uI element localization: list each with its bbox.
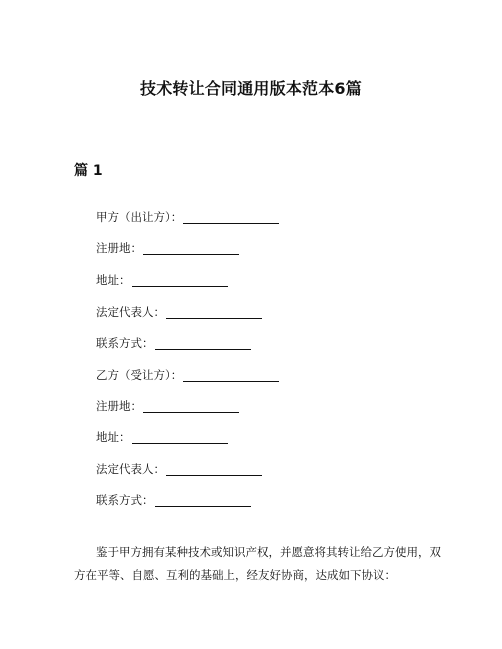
field-party-a-address [96, 273, 228, 287]
field-label: 地址： [96, 430, 131, 444]
field-label: 法定代表人： [96, 462, 165, 476]
field-label: 联系方式： [96, 336, 154, 350]
field-party-b-address [96, 430, 228, 444]
field-party-b-contact [96, 493, 251, 507]
section-heading: 篇 1 [74, 163, 103, 179]
field-party-a-registration [96, 241, 239, 255]
field-label: 乙方（受让方）： [96, 368, 183, 382]
field-label: 联系方式： [96, 493, 154, 507]
field-party-a-representative [96, 305, 262, 319]
blank-line [155, 495, 251, 507]
field-party-b-registration [96, 399, 239, 413]
field-party-a [96, 210, 279, 224]
field-label: 法定代表人： [96, 305, 165, 319]
field-label: 地址： [96, 273, 131, 287]
blank-line [166, 307, 262, 319]
blank-line [155, 338, 251, 350]
field-party-b [96, 368, 279, 382]
blank-line [143, 243, 239, 255]
field-label: 注册地： [96, 241, 142, 255]
blank-line [132, 275, 228, 287]
blank-line [132, 432, 228, 444]
field-label: 注册地： [96, 399, 142, 413]
blank-line [183, 212, 279, 224]
preamble-paragraph: 鉴于甲方拥有某种技术或知识产权，并愿意将其转让给乙方使用，双方在平等、自愿、互利的基础上，经友好协商，达成如下协议： [74, 545, 441, 582]
field-party-b-representative [96, 462, 262, 476]
field-label: 甲方（出让方）： [96, 210, 183, 224]
blank-line [143, 401, 239, 413]
blank-line [166, 464, 262, 476]
field-party-a-contact [96, 336, 251, 350]
blank-line [183, 370, 279, 382]
document-title: 技术转让合同通用版本范本6篇 [140, 79, 362, 98]
